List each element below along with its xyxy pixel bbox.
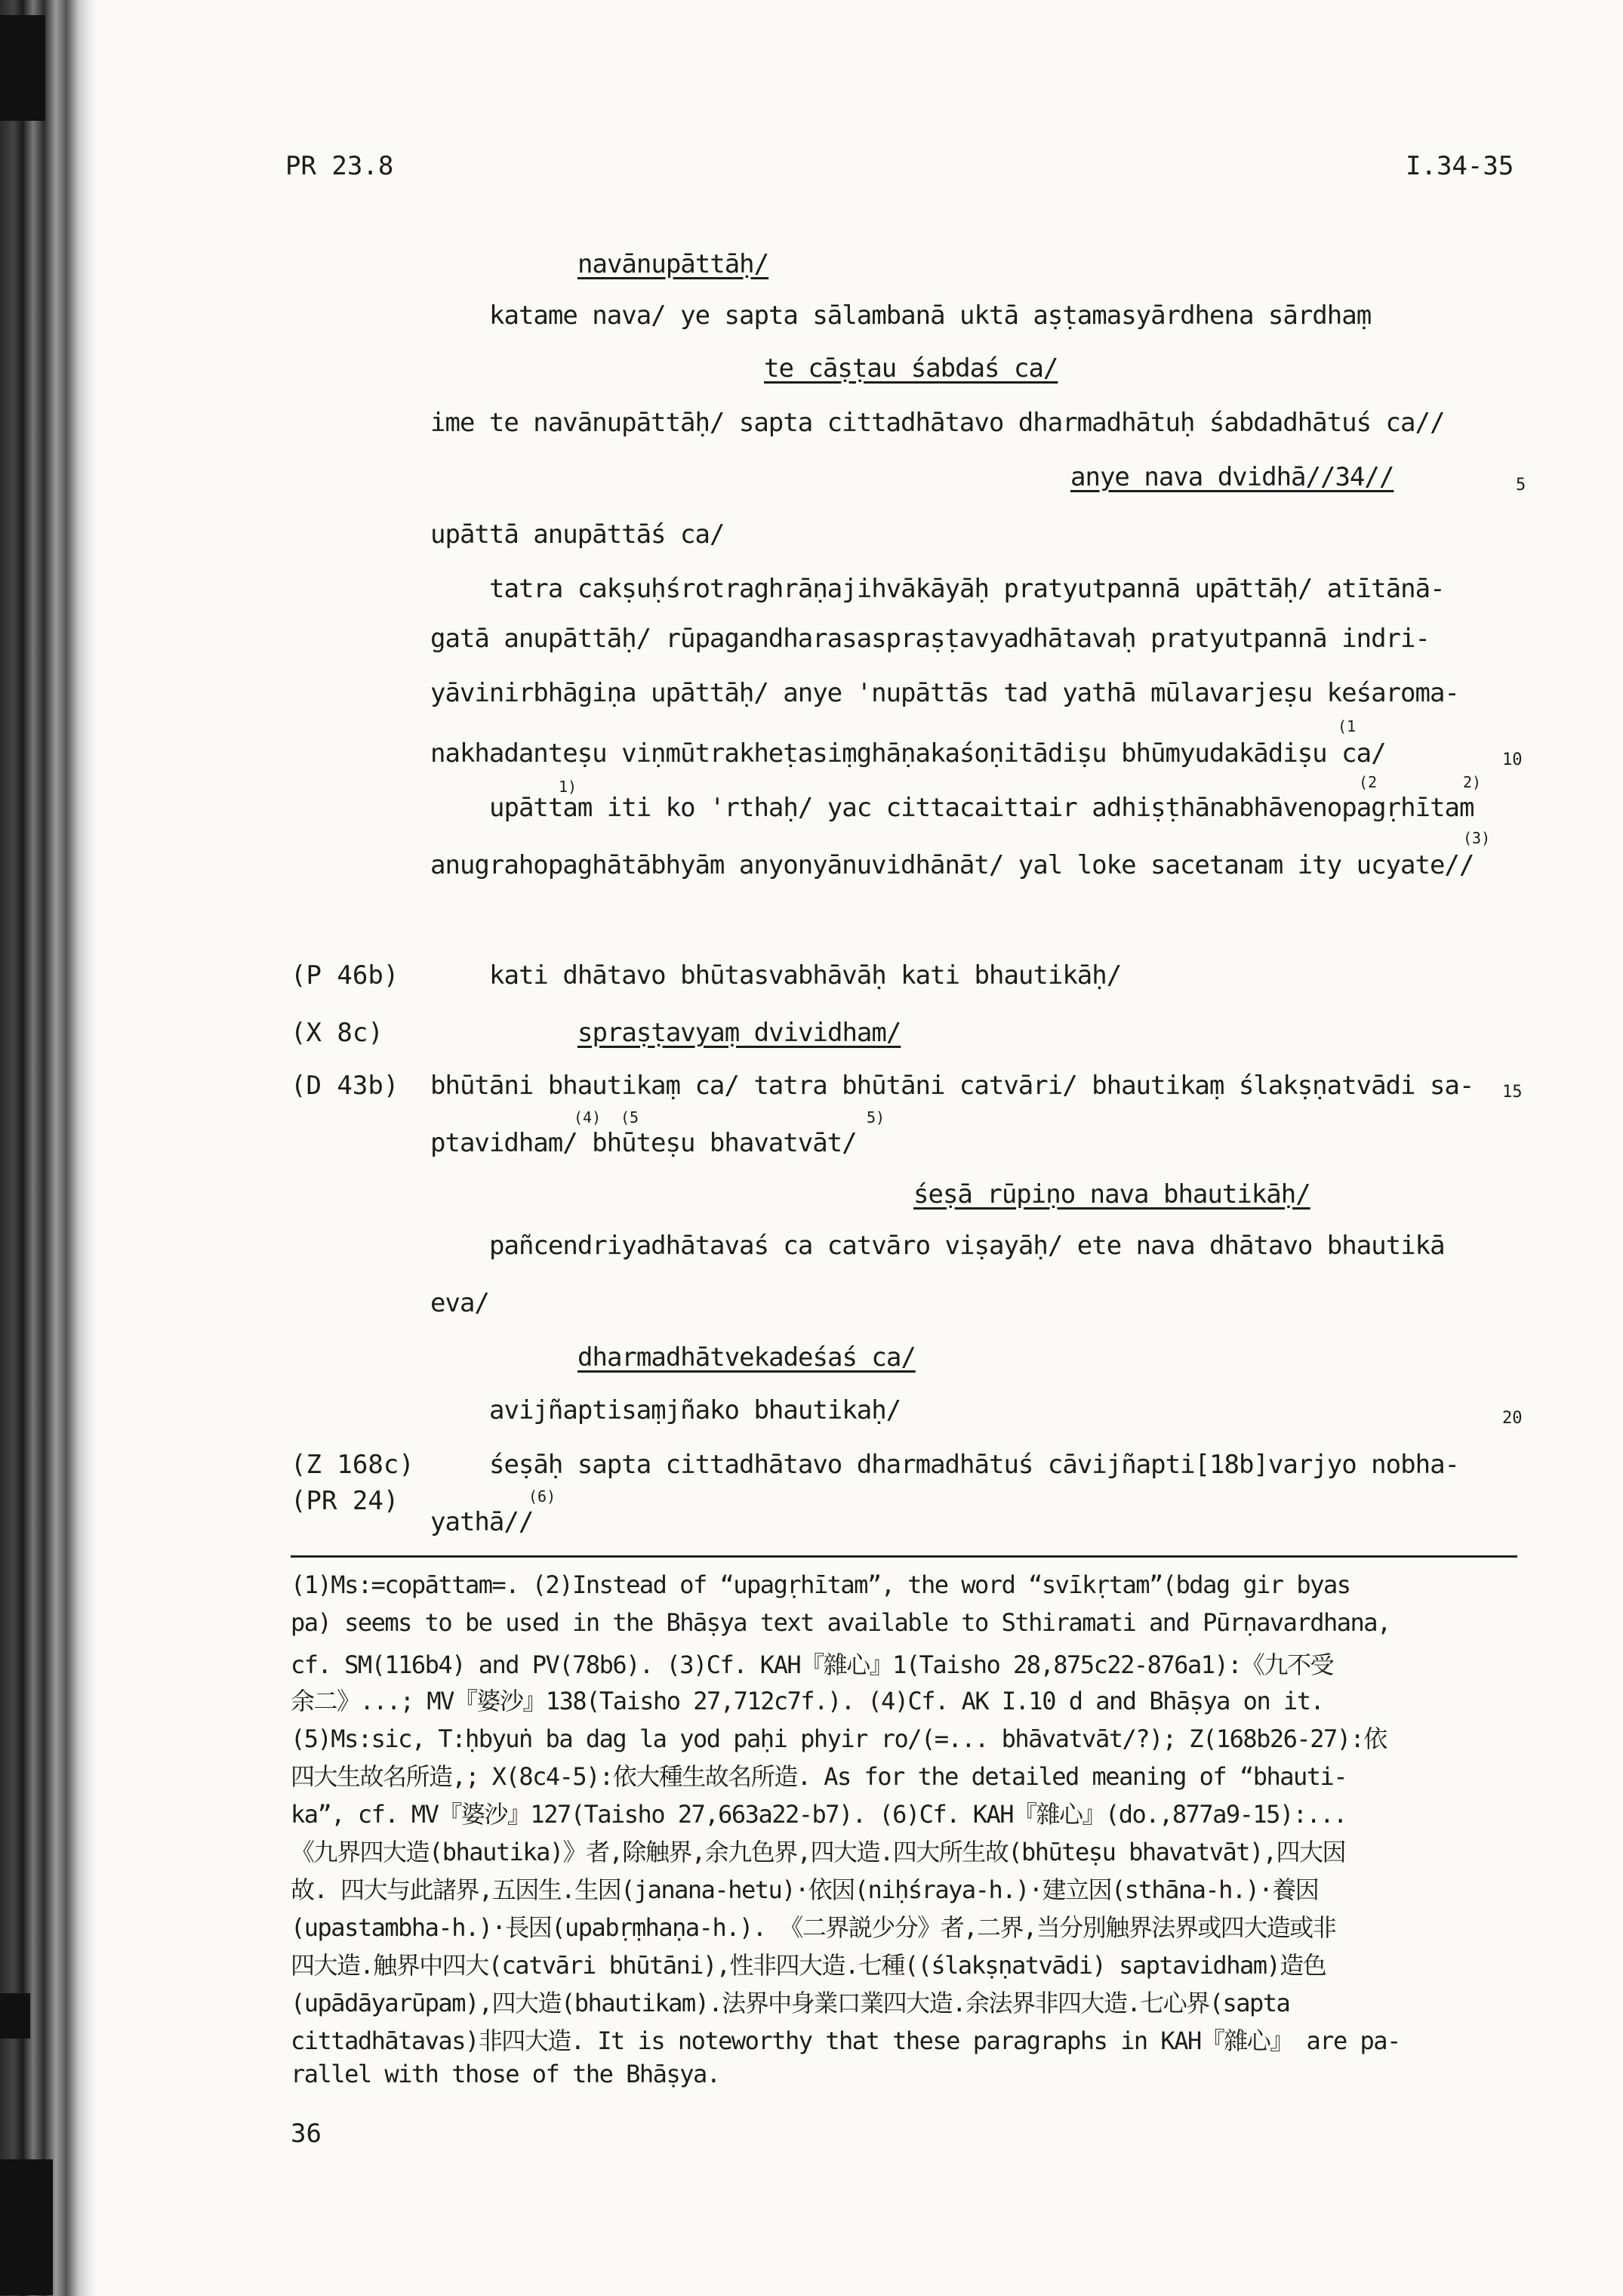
commentary-line: upāttā anupāttāś ca/ <box>430 519 725 550</box>
spine-dark-band <box>0 2159 53 2295</box>
footnote-line: pa) seems to be used in the Bhāṣya text available to Sthiramati and Pūrṇavardhana, <box>291 1608 1390 1637</box>
spine-dark-band <box>0 15 45 121</box>
book-spine-shadow <box>0 0 97 2296</box>
verse-line: te cāṣṭau śabdaś ca/ <box>764 353 1058 384</box>
footnote-line: (1)Ms:=copāttam=. (2)Instead of “upagṛhītam”, the word “svīkṛtam”(bdag gir byas <box>291 1570 1350 1599</box>
commentary-line: nakhadanteṣu viṇmūtrakheṭasiṃghāṇakaśoṇitādiṣu bhūmyudakādiṣu ca/ <box>430 738 1386 769</box>
footnote-line: (upādāyarūpam),四大造(bhautikam).法界中身業口業四大造.余法界非四大造.七心界(sapta <box>291 1989 1290 2017</box>
edition-ref: (Z 168c) <box>291 1450 414 1480</box>
running-header-right: I.34-35 <box>1406 151 1514 181</box>
note-marker: 1) <box>559 778 577 796</box>
commentary-line: yāvinirbhāgiṇa upāttāḥ/ anye 'nupāttās tad yathā mūlavarjeṣu keśaroma- <box>430 678 1459 708</box>
footnote-rule <box>291 1555 1517 1558</box>
verse-line: dharmadhātvekadeśaś ca/ <box>577 1342 916 1373</box>
commentary-line: ime te navānupāttāḥ/ sapta cittadhātavo dharmadhātuḥ śabdadhātuś ca// <box>430 408 1445 438</box>
commentary-line: gatā anupāttāḥ/ rūpagandharasaspraṣṭavyadhātavaḥ pratyutpannā indri- <box>430 624 1430 654</box>
note-marker: (5 <box>621 1108 639 1126</box>
commentary-line: anugrahopaghātābhyām anyonyānuvidhānāt/ yal loke sacetanam ity ucyate// <box>430 850 1474 880</box>
footnote-line: 余二》...; MV『婆沙』138(Taisho 27,712c7f.). (4)Cf. AK I.10 d and Bhāṣya on it. <box>291 1687 1324 1715</box>
footnote-line: (5)Ms:sic, T:ḥbyuṅ ba dag la yod paḥi phyir ro/(=... bhāvatvāt/?); Z(168b26-27):依 <box>291 1724 1387 1753</box>
edition-ref: (X 8c) <box>291 1018 383 1048</box>
footnote-line: 四大造.触界中四大(catvāri bhūtāni),性非四大造.七種((ślakṣṇatvādi) saptavidham)造色 <box>291 1951 1326 1980</box>
note-marker: (1 <box>1338 717 1357 735</box>
verse-line: śeṣā rūpiṇo nava bhautikāḥ/ <box>913 1179 1310 1210</box>
commentary-line: upāttam iti ko 'rthaḥ/ yac cittacaittair adhiṣṭhānabhāvenopagṛhītam <box>489 793 1474 823</box>
commentary-line: katame nava/ ye sapta sālambanā uktā aṣṭamasyārdhena sārdhaṃ <box>489 300 1372 331</box>
commentary-line: pañcendriyadhātavaś ca catvāro viṣayāḥ/ ete nava dhātavo bhautikā <box>489 1231 1445 1261</box>
footnote-line: ka”, cf. MV『婆沙』127(Taisho 27,663a22-b7). (6)Cf. KAH『雜心』(do.,877a9-15):... <box>291 1800 1347 1829</box>
note-marker: 5) <box>867 1108 885 1126</box>
footnote-line: cittadhātavas)非四大造. It is noteworthy that these paragraphs in KAH『雜心』 are pa- <box>291 2026 1400 2055</box>
verse-line: navānupāttāḥ/ <box>577 249 769 279</box>
footnote-line: 《九界四大造(bhautika)》者,除触界,余九色界,四大造.四大所生故(bhūteṣu bhavatvāt),四大因 <box>291 1838 1346 1866</box>
note-marker: (2 <box>1359 773 1378 791</box>
note-marker: 2) <box>1463 773 1482 791</box>
line-number: 10 <box>1502 750 1523 769</box>
commentary-line: śeṣāḥ sapta cittadhātavo dharmadhātuś cāvijñapti[18b]varjyo nobha- <box>489 1450 1460 1480</box>
commentary-line: avijñaptisaṃjñako bhautikaḥ/ <box>489 1395 901 1425</box>
edition-ref: (P 46b) <box>291 960 399 991</box>
note-marker: (3) <box>1463 829 1491 847</box>
note-marker: (4) <box>574 1108 602 1126</box>
commentary-line: bhūtāni bhautikaṃ ca/ tatra bhūtāni catvāri/ bhautikaṃ ślakṣṇatvādi sa- <box>430 1071 1474 1101</box>
line-number: 20 <box>1502 1409 1523 1428</box>
commentary-line: yathā// <box>430 1507 534 1537</box>
commentary-line: kati dhātavo bhūtasvabhāvāḥ kati bhautikāḥ/ <box>489 960 1122 991</box>
footnote-line: 故. 四大与此諸界,五因生.生因(janana-hetu)·依因(niḥśraya-h.)·建立因(sthāna-h.)·養因 <box>291 1875 1319 1904</box>
footnote-line: 四大生故名所造,; X(8c4-5):依大種生故名所造. As for the detailed meaning of “bhauti- <box>291 1762 1347 1791</box>
line-number: 15 <box>1502 1083 1523 1102</box>
spine-dark-band <box>0 1993 30 2039</box>
verse-line: anye nava dvidhā//34// <box>1070 462 1394 492</box>
commentary-line: ptavidham/ bhūteṣu bhavatvāt/ <box>430 1128 857 1158</box>
line-number: 5 <box>1516 476 1526 495</box>
verse-line: spraṣṭavyaṃ dvividham/ <box>577 1018 901 1048</box>
page-number: 36 <box>291 2119 322 2149</box>
commentary-line: eva/ <box>430 1288 489 1318</box>
note-marker: (6) <box>528 1487 556 1505</box>
footnote-line: cf. SM(116b4) and PV(78b6). (3)Cf. KAH『雜心』1(Taisho 28,875c22-876a1):《九不受 <box>291 1650 1334 1679</box>
edition-ref: (PR 24) <box>291 1486 399 1516</box>
footnote-line: (upastambha-h.)·長因(upabṛṃhaṇa-h.). 《二界説少分》者,二界,当分別触界法界或四大造或非 <box>291 1913 1336 1942</box>
running-header-left: PR 23.8 <box>285 151 394 181</box>
footnote-line: rallel with those of the Bhāṣya. <box>291 2060 720 2088</box>
edition-ref: (D 43b) <box>291 1071 399 1101</box>
commentary-line: tatra cakṣuḥśrotraghrāṇajihvākāyāḥ pratyutpannā upāttāḥ/ atītānā- <box>489 574 1445 604</box>
